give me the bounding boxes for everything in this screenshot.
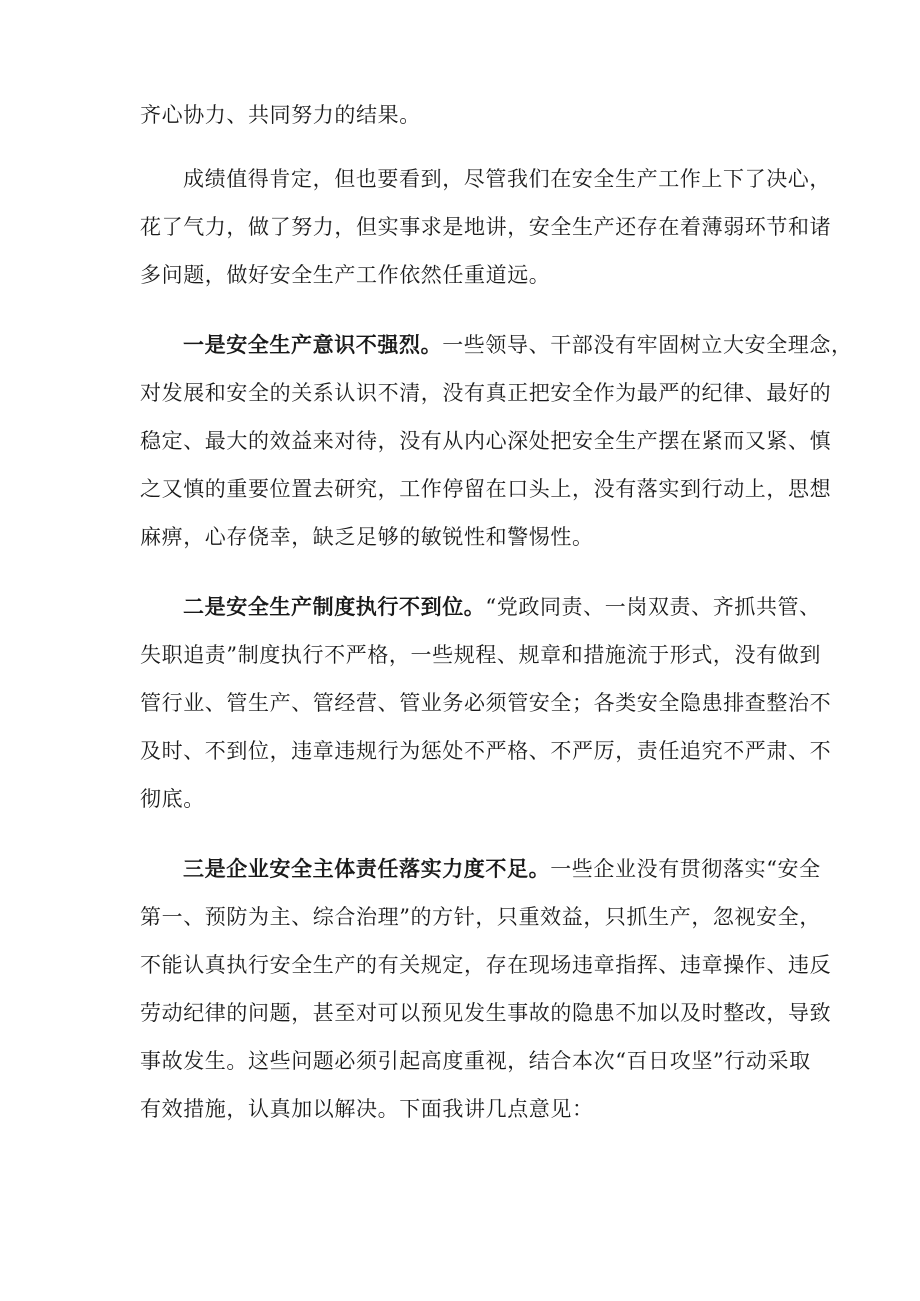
paragraph-3-line-5: 麻痹，心存侥幸，缺乏足够的敏锐性和警惕性。 [140, 525, 594, 549]
paragraph-4-line-1-text: “党政同责、一岗双责、齐抓共管、 [485, 595, 821, 619]
paragraph-2-line-1: 成绩值得肯定，但也要看到，尽管我们在安全生产工作上下了决心， [183, 167, 831, 191]
paragraph-5-line-5: 事故发生。这些问题必须引起高度重视，结合本次“百日攻坚”行动采取 [140, 1049, 811, 1073]
paragraph-5-line-1-text: 一些企业没有贯彻落实“安全 [550, 857, 821, 881]
paragraph-4-line-2: 失职追责”制度执行不严格，一些规程、规章和措施流于形式，没有做到 [140, 643, 821, 667]
paragraph-3-line-1 [183, 330, 853, 360]
paragraph-2-line-2: 花了气力，做了努力，但实事求是地讲，安全生产还存在着薄弱环节和诸 [140, 215, 832, 239]
paragraph-5-line-1 [183, 854, 821, 884]
paragraph-3-line-2: 对发展和安全的关系认识不清，没有真正把安全作为最严的纪律、最好的 [140, 381, 832, 405]
paragraph-4-line-4: 及时、不到位，违章违规行为惩处不严格、不严厉，责任追究不严肃、不 [140, 739, 832, 763]
paragraph-2-line-3: 多问题，做好安全生产工作依然任重道远。 [140, 263, 551, 287]
paragraph-4-line-1 [183, 592, 821, 622]
paragraph-3-line-1-text: 一些领导、干部没有牢固树立大安全理念， [442, 333, 853, 357]
paragraph-3-line-4: 之又慎的重要位置去研究，工作停留在口头上，没有落实到行动上，思想 [140, 477, 832, 501]
paragraph-5-line-6: 有效措施，认真加以解决。下面我讲几点意见： [140, 1097, 594, 1121]
paragraph-4-heading: 二是安全生产制度执行不到位。 [183, 594, 486, 619]
paragraph-5-line-4: 劳动纪律的问题，甚至对可以预见发生事故的隐患不加以及时整改，导致 [140, 1001, 832, 1025]
paragraph-4-line-5: 彻底。 [140, 787, 205, 811]
paragraph-4-line-3: 管行业、管生产、管经营、管业务必须管安全；各类安全隐患排查整治不 [140, 691, 832, 715]
paragraph-5-line-3: 不能认真执行安全生产的有关规定，存在现场违章指挥、违章操作、违反 [140, 953, 832, 977]
paragraph-3-line-3: 稳定、最大的效益来对待，没有从内心深处把安全生产摆在紧而又紧、慎 [140, 429, 832, 453]
paragraph-5-line-2: 第一、预防为主、综合治理”的方针，只重效益，只抓生产，忽视安全， [140, 905, 821, 929]
paragraph-1-line-1: 齐心协力、共同努力的结果。 [140, 103, 421, 127]
paragraph-3-heading: 一是安全生产意识不强烈。 [183, 332, 443, 357]
paragraph-5-heading: 三是企业安全主体责任落实力度不足。 [183, 856, 551, 881]
